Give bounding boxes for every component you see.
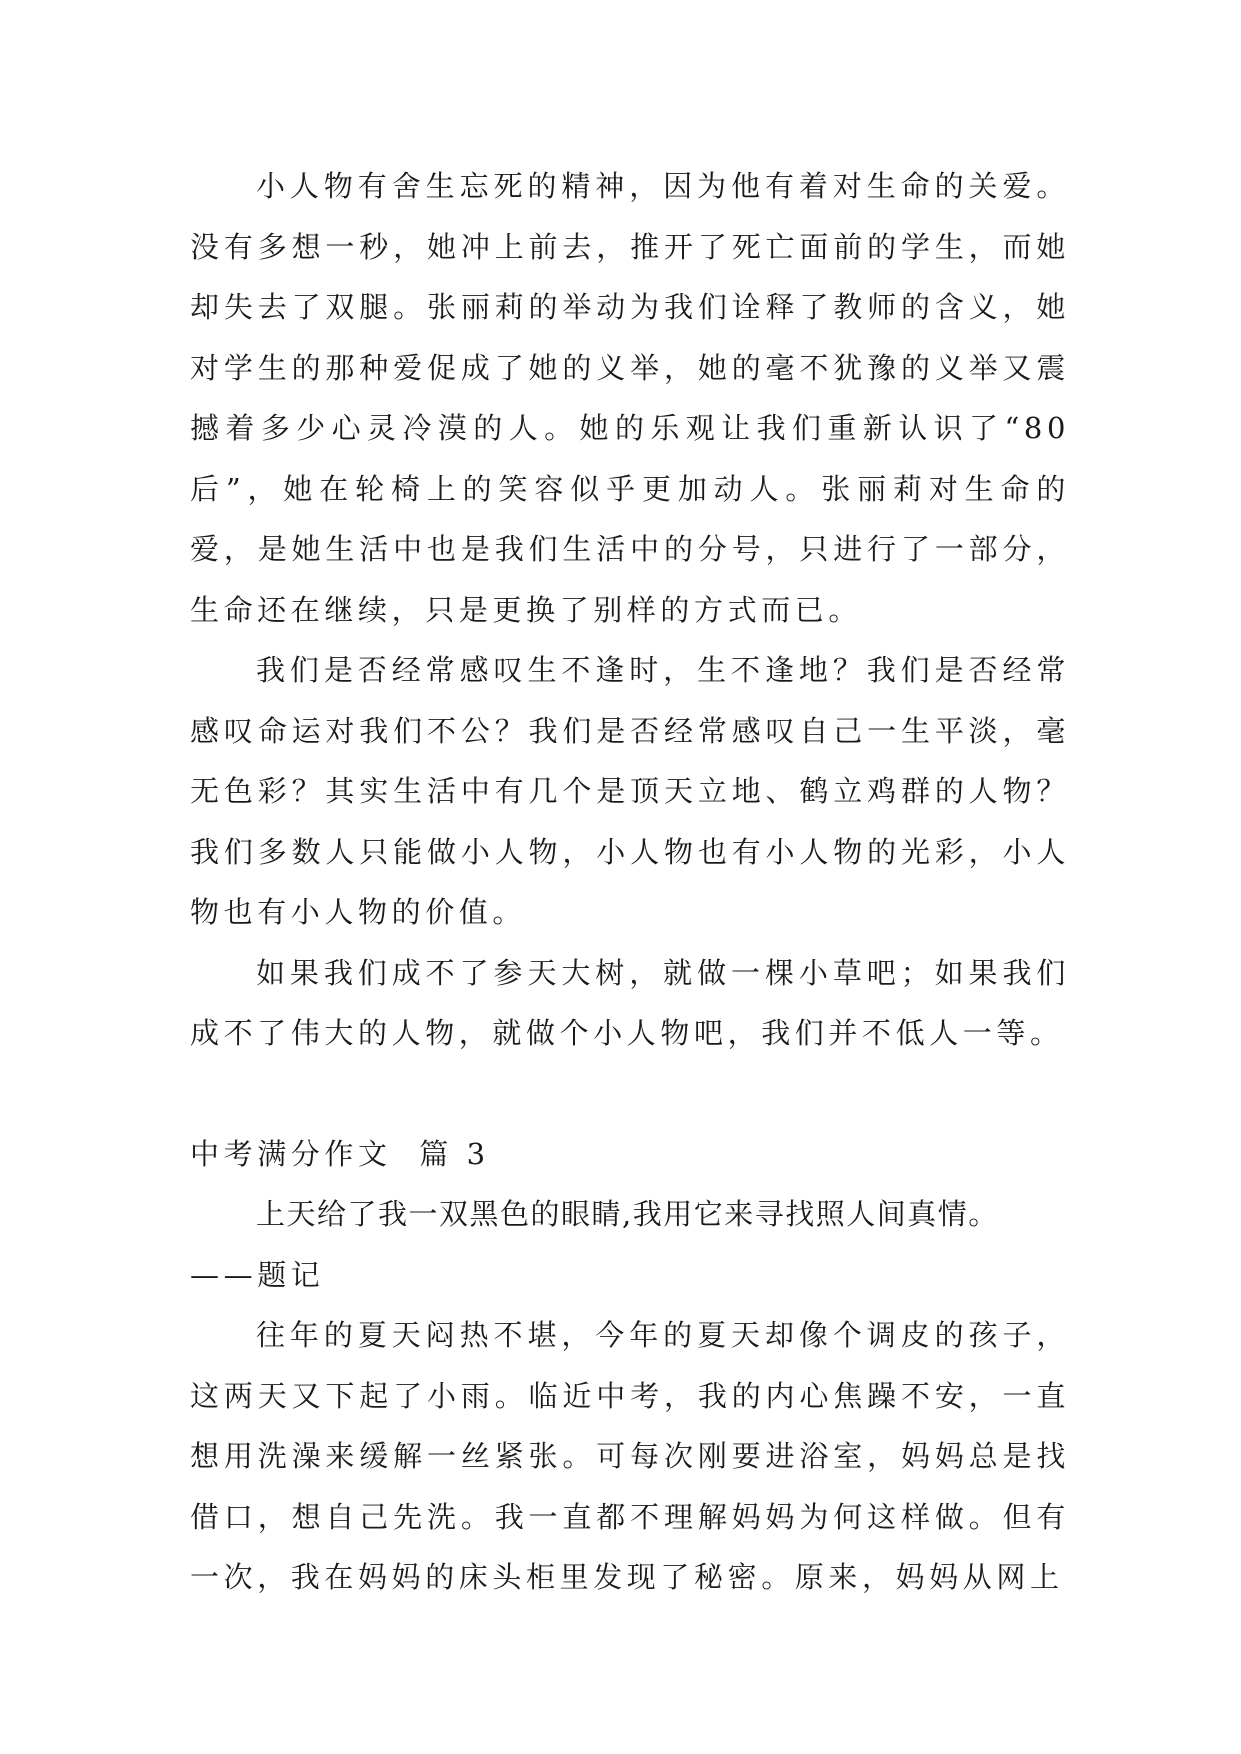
body-paragraph-3: 如果我们成不了参天大树，就做一棵小草吧；如果我们成不了伟大的人物，就做个小人物吧，我们并不低人一等。 xyxy=(190,955,1070,1050)
epigraph: 上天给了我一双黑色的眼睛,我用它来寻找照人间真情。 xyxy=(256,1197,999,1231)
body-paragraph-2: 我们是否经常感叹生不逢时，生不逢地？我们是否经常感叹命运对我们不公？我们是否经常感叹自己一生平淡，毫无色彩？其实生活中有几个是顶天立地、鹤立鸡群的人物？我们多数人只能做小人物，小人物也有小人物的光彩，小人物也有小人物的价值。 xyxy=(190,653,1070,929)
section-spacer xyxy=(190,1064,1070,1124)
body-paragraph-4: 往年的夏天闷热不堪，今年的夏天却像个调皮的孩子，这两天又下起了小雨。临近中考，我的内心焦躁不安，一直想用洗澡来缓解一丝紧张。可每次刚要进浴室，妈妈总是找借口，想自己先洗。我一直都不理解妈妈为何这样做。但有一次，我在妈妈的床头柜里发现了秘密。原来，妈妈从网上 xyxy=(190,1318,1070,1594)
document-body xyxy=(190,156,1070,1608)
body-paragraph-1: 小人物有舍生忘死的精神，因为他有着对生命的关爱。没有多想一秒，她冲上前去，推开了死亡面前的学生，而她却失去了双腿。张丽莉的举动为我们诠释了教师的含义，她对学生的那种爱促成了她的义举，她的毫不犹豫的义举又震撼着多少心灵冷漠的人。她的乐观让我们重新认识了“80后”，她在轮椅上的笑容似乎更加动人。张丽莉对生命的爱，是她生活中也是我们生活中的分号，只进行了一部分，生命还在继续，只是更换了别样的方式而已。 xyxy=(190,169,1070,627)
section-heading: 中考满分作文 篇 3 xyxy=(190,1136,490,1171)
epigraph-source: ——题记 xyxy=(190,1257,325,1292)
